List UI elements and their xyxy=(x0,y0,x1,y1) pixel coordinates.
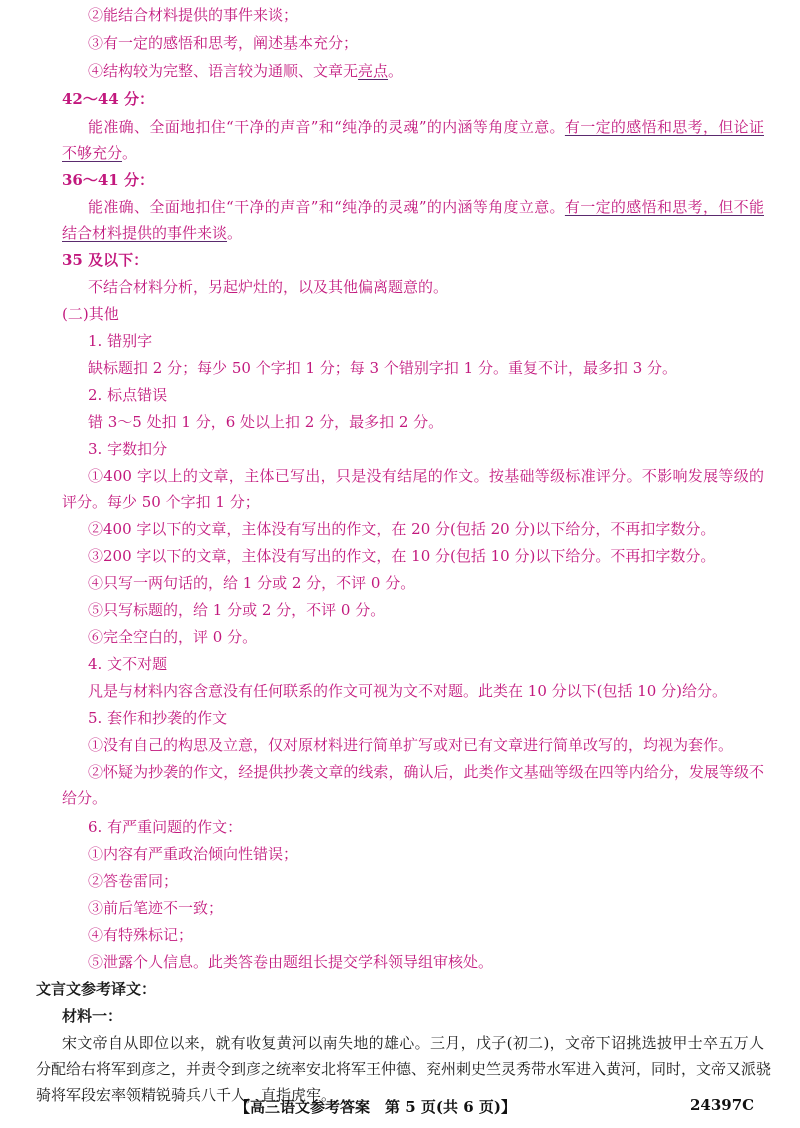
criteria-item-4: ④结构较为完整、语言较为通顺、文章无亮点。 xyxy=(88,62,404,80)
rule-text: ①400 字以上的文章，主体已写出，只是没有结尾的作文。按基础等级标准评分。不影响发展等级的 xyxy=(88,467,764,485)
rule-text-cont: 给分。 xyxy=(62,789,108,807)
score-band-heading: 36～41 分： xyxy=(62,171,154,189)
score-band-heading: 42～44 分： xyxy=(62,90,154,108)
footer-code: 24397C xyxy=(690,1096,755,1114)
underlined-text: 有一定的感悟和思考，但论证 xyxy=(564,118,764,136)
rule-text: ①内容有严重政治倾向性错误； xyxy=(88,845,299,863)
underlined-text: 有一定的感悟和思考，但不能 xyxy=(564,198,764,216)
rule-heading: 1. 错别字 xyxy=(88,332,153,350)
translation-text: 骑将军段宏率领精锐骑兵八千人，直指虎牢。 xyxy=(36,1086,337,1104)
score-band-text-cont: 结合材料提供的事件来谈。 xyxy=(62,224,243,242)
rule-text: 缺标题扣 2 分；每少 50 个字扣 1 分；每 3 个错别字扣 1 分。重复不计，最多扣 3 分。 xyxy=(88,359,678,377)
score-band-text: 能准确、全面地扣住“干净的声音”和“纯净的灵魂”的内涵等角度立意。有一定的感悟和思考，但不能 xyxy=(88,198,764,216)
rule-text: ④有特殊标记； xyxy=(88,926,194,944)
rule-heading: 6. 有严重问题的作文： xyxy=(88,818,243,836)
rule-text: ⑤只写标题的，给 1 分或 2 分，不评 0 分。 xyxy=(88,601,386,619)
rule-text: ③200 字以下的文章，主体没有写出的作文，在 10 分(包括 10 分)以下给分。不再扣字数分。 xyxy=(88,547,716,565)
rule-heading: 2. 标点错误 xyxy=(88,386,168,404)
score-band-text: 不结合材料分析，另起炉灶的，以及其他偏离题意的。 xyxy=(88,278,449,296)
rule-text-cont: 评分。每少 50 个字扣 1 分； xyxy=(62,493,260,511)
score-band-text: 能准确、全面地扣住“干净的声音”和“纯净的灵魂”的内涵等角度立意。有一定的感悟和思考，但论证 xyxy=(88,118,764,136)
footer-title: 【高三语文参考答案 第 5 页(共 6 页)】 xyxy=(235,1098,516,1116)
rule-text: ②怀疑为抄袭的作文，经提供抄袭文章的线索，确认后，此类作文基础等级在四等内给分，发展等级不 xyxy=(88,763,764,781)
rule-text: 错 3～5 处扣 1 分，6 处以上扣 2 分，最多扣 2 分。 xyxy=(88,413,444,431)
translation-heading: 文言文参考译文： xyxy=(36,980,157,998)
material-heading: 材料一： xyxy=(62,1007,123,1025)
rule-text: ①没有自己的构思及立意，仅对原材料进行简单扩写或对已有文章进行简单改写的，均视为套作。 xyxy=(88,736,734,754)
rule-text: 凡是与材料内容含意没有任何联系的作文可视为文不对题。此类在 10 分以下(包括 10 分)给分。 xyxy=(88,682,727,700)
translation-text: 宋文帝自从即位以来，就有收复黄河以南失地的雄心。三月，戊子(初二)，文帝下诏挑选披甲士卒五万人 xyxy=(62,1034,764,1052)
section-heading: (二)其他 xyxy=(62,305,119,323)
criteria-item-2: ②能结合材料提供的事件来谈； xyxy=(88,6,299,24)
rule-text: ⑤泄露个人信息。此类答卷由题组长提交学科领导组审核处。 xyxy=(88,953,494,971)
score-band-heading: 35 及以下： xyxy=(62,251,149,269)
translation-text: 分配给右将军到彦之，并责令到彦之统率安北将军王仲德、兖州刺史竺灵秀带水军进入黄河，同时，文帝又派骁 xyxy=(36,1060,772,1078)
underlined-text: 亮点 xyxy=(358,62,389,80)
rule-text: ⑥完全空白的，评 0 分。 xyxy=(88,628,258,646)
rule-heading: 3. 字数扣分 xyxy=(88,440,168,458)
rule-text: ③前后笔迹不一致； xyxy=(88,899,224,917)
underlined-text: 不够充分 xyxy=(62,144,123,162)
rule-text: ②400 字以下的文章，主体没有写出的作文，在 20 分(包括 20 分)以下给分，不再扣字数分。 xyxy=(88,520,716,538)
rule-text: ②答卷雷同； xyxy=(88,872,179,890)
rule-heading: 5. 套作和抄袭的作文 xyxy=(88,709,228,727)
underlined-text: 结合材料提供的事件来谈 xyxy=(62,224,228,242)
criteria-item-3: ③有一定的感悟和思考，阐述基本充分； xyxy=(88,34,359,52)
rule-text: ④只写一两句话的，给 1 分或 2 分，不评 0 分。 xyxy=(88,574,416,592)
score-band-text-cont: 不够充分。 xyxy=(62,144,138,162)
rule-heading: 4. 文不对题 xyxy=(88,655,168,673)
